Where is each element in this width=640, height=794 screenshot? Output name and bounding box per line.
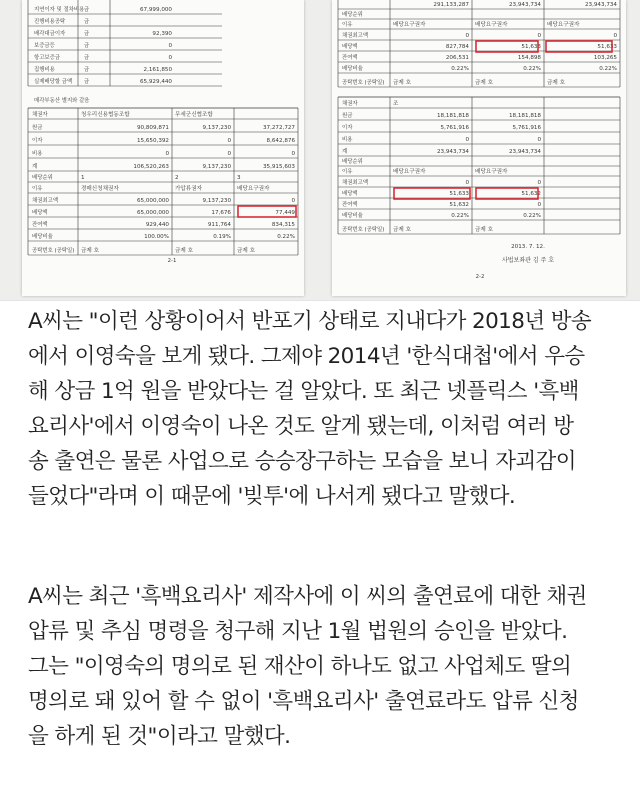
table-cell-value: 금제 호 [175, 248, 193, 254]
table-cell-value: 206,531 [445, 55, 469, 61]
table-cell-value: 청우리신용협동조합 [81, 112, 130, 118]
left-sheet [22, 0, 304, 296]
row-label: 계 [32, 164, 38, 170]
row-label: 배당비율 [342, 66, 363, 72]
table-cell-value: 51,633 [449, 191, 469, 197]
date-line: 2013. 7. 12. [511, 244, 545, 250]
table-cell-value: 배당요구권자 [393, 22, 426, 28]
table-cell-value: 배당요구권자 [475, 169, 508, 175]
table-cell-value: 금제 호 [81, 248, 99, 254]
table-cell-value: 5,761,916 [440, 125, 469, 131]
table-cell-value: 0 [165, 151, 169, 157]
article-line: A씨는 "이런 상황이어서 반포기 상태로 지내다가 2018년 방송 [28, 309, 592, 334]
row-label: 채권최고액 [342, 180, 369, 186]
table-cell-value: 90,809,871 [136, 125, 169, 131]
article-line: 에서 이영숙을 보게 됐다. 그제야 2014년 '한식대첩'에서 우승 [28, 344, 585, 369]
table-cell-value: 3 [237, 175, 241, 181]
row-label: 공탁번호 (공탁일) [32, 248, 75, 254]
table-cell-value: 금제 호 [475, 227, 493, 233]
article-line: 해 상금 1억 원을 받았다는 걸 알았다. 또 최근 넷플릭스 '흑백 [28, 379, 579, 404]
row-label: 배당액 [342, 191, 358, 197]
table-cell-value: 15,650,392 [136, 138, 169, 144]
table-cell-value: 무세군신협조합 [175, 112, 213, 118]
header-row-value: 92,390 [152, 31, 172, 37]
table-cell-value: 0.22% [277, 234, 295, 240]
article-line: A씨는 최근 '흑백요리사' 제작사에 이 씨의 출연료에 대한 채권 [28, 584, 587, 609]
table-cell-value: 100.00% [144, 234, 169, 240]
property-line: 매각부동산 별지와 같음 [34, 98, 90, 104]
table-cell-value: 0 [291, 198, 295, 204]
table-cell-value: 금제 호 [393, 227, 411, 233]
table-cell-value: 929,440 [145, 222, 169, 228]
row-label: 배당비율 [32, 234, 53, 240]
table-cell-value: 금제 호 [237, 248, 255, 254]
table-cell-value: 0 [465, 137, 469, 143]
table-cell-value: 77,449 [275, 210, 295, 216]
header-row-label: 보증금등 [34, 43, 55, 49]
table-cell-value: 37,272,727 [262, 125, 295, 131]
header-row-value: 65,929,440 [139, 79, 172, 85]
row-label: 배당액 [32, 210, 48, 216]
header-row-unit: 금 [84, 31, 90, 37]
header-row-label: 배각대금이자 [34, 31, 66, 37]
article-paragraph-1 [28, 304, 591, 514]
header-row-label: 진행비용공탁 [34, 19, 66, 25]
article-line: 명의로 돼 있어 할 수 없이 '흑백요리사' 출연료라도 압류 신청 [28, 689, 579, 714]
row-label: 배당액 [342, 44, 358, 50]
article-line: 요리사'에서 이영숙이 나온 것도 알게 됐는데, 이처럼 여러 방 [28, 414, 574, 439]
left-sheet-table [22, 0, 304, 296]
table-cell-value: 0 [227, 138, 231, 144]
table-cell-value: 51,633 [521, 44, 541, 50]
row-label: 잔여액 [342, 55, 358, 61]
row-label: 이자 [32, 138, 43, 144]
table-cell-value: 23,943,734 [508, 2, 541, 8]
table-cell-value: 18,181,818 [508, 113, 541, 119]
table-cell-value: 65,000,000 [136, 198, 169, 204]
article-paragraph-2 [28, 579, 587, 754]
table-cell-value: 배당요구권자 [547, 22, 580, 28]
table-cell-value: 65,000,000 [136, 210, 169, 216]
table-cell-value: 금제 호 [475, 80, 493, 86]
header-row-unit: 금 [84, 79, 90, 85]
row-label: 비용 [32, 151, 43, 157]
row-label: 이유 [342, 169, 353, 175]
table-cell-value: 17,676 [211, 210, 231, 216]
table-cell-value: 23,943,734 [436, 149, 469, 155]
table-cell-value: 0 [537, 33, 541, 39]
row-label: 잔여액 [32, 222, 48, 228]
table-cell-value: 1 [81, 175, 85, 181]
row-label: 채권최고액 [342, 33, 369, 39]
table-cell-value: 291,133,287 [433, 2, 469, 8]
header-row-value: 67,999,000 [139, 7, 172, 13]
table-cell-value: 배당요구권자 [393, 169, 426, 175]
header-row-value: 0 [168, 55, 172, 61]
table-cell-value: 834,315 [271, 222, 295, 228]
article-line: 들었다"라며 이 때문에 '빚투'에 나서게 됐다고 말했다. [28, 484, 516, 509]
row-label: 배당순위 [342, 12, 363, 18]
table-cell-value: 9,137,230 [202, 164, 231, 170]
article-line: 을 하게 된 것"이라고 말했다. [28, 724, 291, 749]
table-cell-value: 경매신청채권자 [81, 186, 119, 192]
page-number: 2-1 [167, 258, 177, 264]
table-cell-value: 금제 호 [393, 80, 411, 86]
table-cell-value: 0.22% [451, 66, 469, 72]
row-label: 이자 [342, 125, 353, 131]
row-label: 비용 [342, 137, 353, 143]
row-label: 잔여액 [342, 202, 358, 208]
header-row-unit: 금 [84, 43, 90, 49]
table-cell-value: 103,265 [593, 55, 617, 61]
table-cell-value: 827,784 [445, 44, 469, 50]
table-cell-value: 911,764 [207, 222, 231, 228]
image-divider [0, 300, 640, 301]
right-sheet-table [332, 0, 626, 296]
table-cell-value: 배당요구권자 [475, 22, 508, 28]
header-row-unit: 금 [84, 55, 90, 61]
table-cell-value: 51,632 [521, 191, 541, 197]
row-label: 계 [342, 149, 348, 155]
row-label: 원금 [32, 125, 43, 131]
table-cell-value: 배당요구권자 [237, 186, 270, 192]
table-cell-value: 5,761,916 [512, 125, 541, 131]
table-cell-value: 조 [393, 101, 399, 107]
table-cell-value: 51,632 [449, 202, 469, 208]
table-cell-value: 금제 호 [547, 80, 565, 86]
table-cell-value: 0 [465, 33, 469, 39]
table-cell-value: 9,137,230 [202, 125, 231, 131]
header-row-label: 실제배당할 금액 [34, 79, 73, 85]
header-row-unit: 금 [84, 19, 90, 25]
header-row-value: 0 [168, 43, 172, 49]
table-cell-value: 35,915,603 [262, 164, 295, 170]
table-cell-value: 0.22% [451, 213, 469, 219]
row-label: 배당순위 [342, 159, 363, 165]
table-cell-value: 0.22% [523, 66, 541, 72]
table-cell-value: 154,898 [517, 55, 541, 61]
table-cell-value: 0 [537, 180, 541, 186]
row-label: 원금 [342, 113, 353, 119]
row-label: 채권자 [32, 112, 48, 118]
table-cell-value: 0.19% [213, 234, 231, 240]
table-cell-value: 0 [291, 151, 295, 157]
header-row-label: 지연이자 및 절차비용 [34, 7, 85, 13]
table-cell-value: 18,181,818 [436, 113, 469, 119]
row-label: 이유 [342, 22, 353, 28]
table-cell-value: 23,943,734 [508, 149, 541, 155]
header-row-label: 항고보증금 [34, 55, 61, 61]
page-number: 2-2 [475, 274, 485, 280]
article-line: 그는 "이영숙의 명의로 된 재산이 하나도 없고 사업체도 딸의 [28, 654, 572, 679]
row-label: 공탁번호 (공탁일) [342, 80, 385, 86]
judge-signature-line: 사법보좌관 김 주 호 [501, 257, 555, 264]
table-cell-value: 9,137,230 [202, 198, 231, 204]
article-line: 송 출연은 물론 사업으로 승승장구하는 모습을 보니 자괴감이 [28, 449, 576, 474]
table-cell-value: 2 [175, 175, 179, 181]
header-row-unit: 금 [84, 7, 90, 13]
table-cell-value: 0.22% [599, 66, 617, 72]
row-label: 채권최고액 [32, 198, 59, 204]
table-cell-value: 0 [537, 202, 541, 208]
table-cell-value: 0 [537, 137, 541, 143]
table-cell-value: 0 [613, 33, 617, 39]
row-label: 이유 [32, 186, 43, 192]
row-label: 공탁번호 (공탁일) [342, 227, 385, 233]
table-cell-value: 0 [465, 180, 469, 186]
table-cell-value: 0.22% [523, 213, 541, 219]
header-row-value: 2,161,850 [143, 67, 172, 73]
right-sheet [332, 0, 626, 296]
table-cell-value: 0 [227, 151, 231, 157]
article-line: 압류 및 추심 명령을 청구해 지난 1월 법원의 승인을 받았다. [28, 619, 568, 644]
header-row-label: 집행비용 [34, 67, 55, 73]
table-cell-value: 51,633 [597, 44, 617, 50]
row-label: 채권자 [342, 101, 358, 107]
table-cell-value: 가압류권자 [175, 186, 203, 192]
header-row-unit: 금 [84, 67, 90, 73]
table-cell-value: 23,943,734 [584, 2, 617, 8]
table-cell-value: 8,642,876 [266, 138, 295, 144]
row-label: 배당비율 [342, 213, 363, 219]
court-document-scan [0, 0, 640, 300]
table-cell-value: 106,520,263 [133, 164, 169, 170]
row-label: 배당순위 [32, 175, 53, 181]
